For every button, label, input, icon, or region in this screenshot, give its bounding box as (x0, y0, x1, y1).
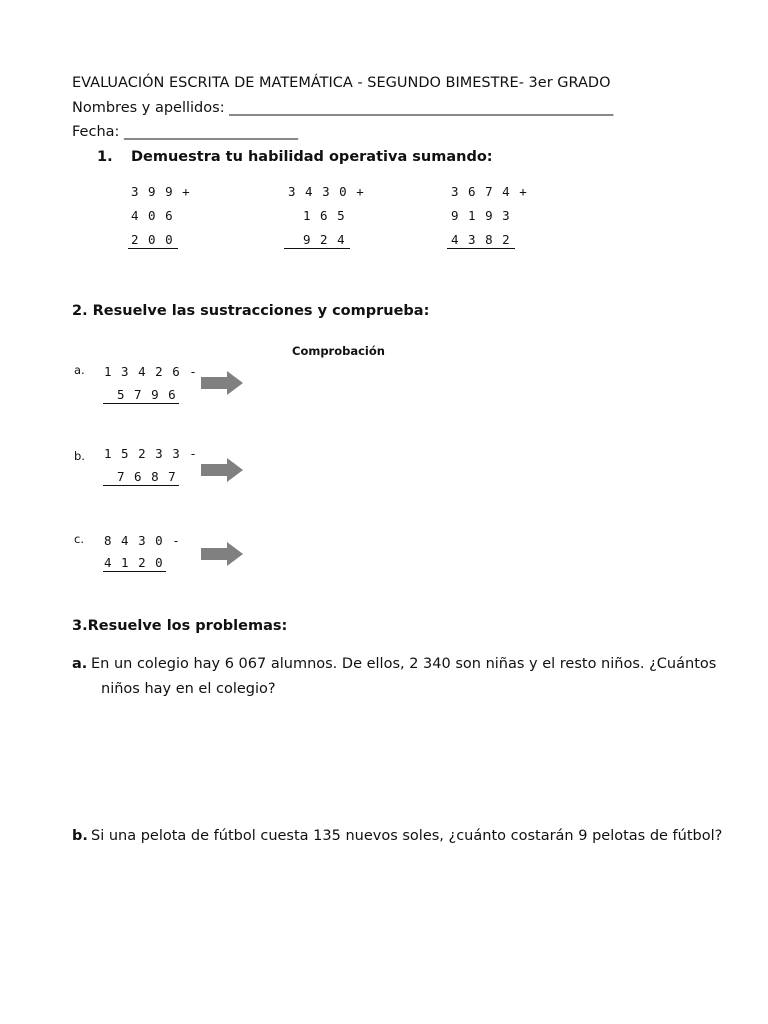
sum2-addend2: 1 6 5 (303, 208, 346, 223)
problem-a-text-line2: niños hay en el colegio? (101, 681, 276, 697)
problem-a-text-line1: En un colegio hay 6 067 alumnos. De ellos, 2 340 son niñas y el resto niños. ¿Cuántos (91, 656, 717, 672)
item-a-minuend: 1 3 4 2 6 - (104, 364, 198, 379)
date-field-line[interactable]: Fecha: ________________________ (72, 124, 299, 140)
item-a-letter: a. (74, 363, 85, 377)
item-b-letter: b. (74, 449, 85, 463)
problem-a-letter: a. (72, 656, 88, 672)
sum1-addend1: 3 9 9 + (131, 184, 191, 199)
page-title: EVALUACIÓN ESCRITA DE MATEMÁTICA - SEGUNDO BIMESTRE- 3er GRADO (72, 75, 611, 91)
item-c-subtrahend: 4 1 2 0 (104, 555, 164, 570)
section2-title: 2. Resuelve las sustracciones y comprueba: (72, 303, 430, 319)
problem-b-letter: b. (72, 828, 88, 844)
item-c-minuend: 8 4 3 0 - (104, 533, 181, 548)
section1-number: 1. (97, 149, 113, 165)
sum3-addend3: 4 3 8 2 (447, 232, 515, 249)
sum2-addend3: 9 2 4 (284, 232, 350, 249)
problem-b-text: Si una pelota de fútbol cuesta 135 nuevos soles, ¿cuánto costarán 9 pelotas de fútbol? (91, 828, 723, 844)
section3-title: 3.Resuelve los problemas: (72, 618, 288, 634)
right-arrow-icon (201, 371, 243, 395)
item-c-letter: c. (74, 532, 84, 546)
sum3-addend2: 9 1 9 3 (451, 208, 511, 223)
sum1-addend3: 2 0 0 (128, 232, 178, 249)
right-arrow-icon (201, 542, 243, 566)
item-b-subtrahend: 7 6 8 7 (103, 469, 179, 486)
sum1-addend2: 4 0 6 (131, 208, 174, 223)
sum2-addend1: 3 4 3 0 + (288, 184, 365, 199)
right-arrow-icon (201, 458, 243, 482)
check-label: Comprobación (292, 344, 385, 358)
section1-title: Demuestra tu habilidad operativa sumando: (131, 149, 493, 165)
sum3-addend1: 3 6 7 4 + (451, 184, 528, 199)
name-field-line[interactable]: Nombres y apellidos: _____________________________________________________ (72, 100, 614, 116)
item-b-minuend: 1 5 2 3 3 - (104, 446, 198, 461)
item-a-subtrahend: 5 7 9 6 (103, 387, 179, 404)
